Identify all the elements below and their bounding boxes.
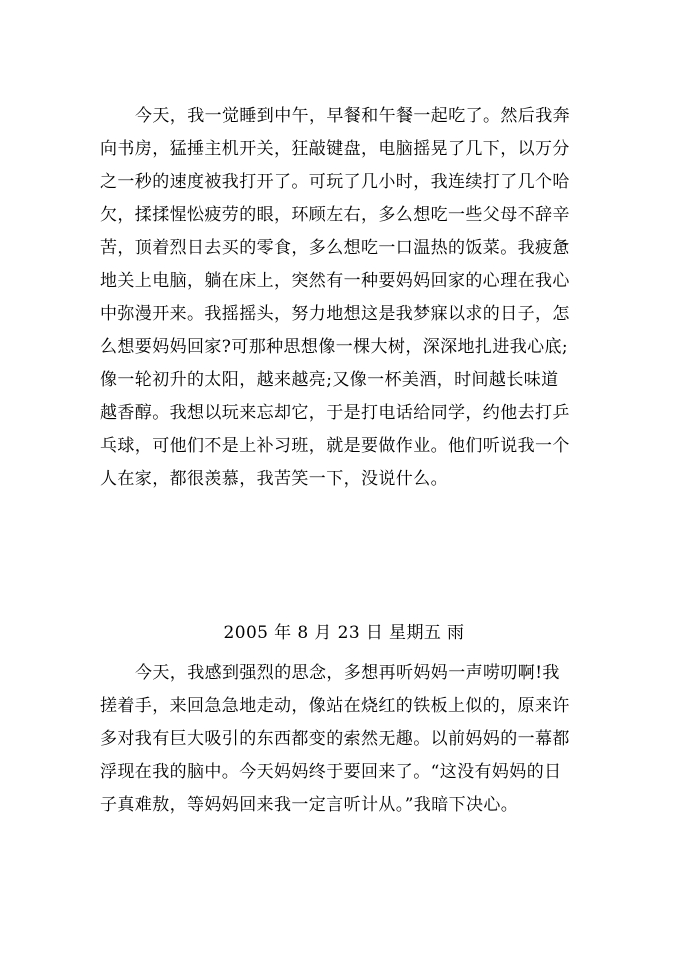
text-line: 浮现在我的脑中。今天妈妈终于要回来了。“这没有妈妈的日 <box>100 762 562 782</box>
text-line: 欠，揉揉惺忪疲劳的眼，环顾左右，多么想吃一些父母不辞辛 <box>100 205 570 225</box>
text-line: 今天，我一觉睡到中午，早餐和午餐一起吃了。然后我奔 <box>135 106 570 126</box>
text-line: 搓着手，来回急急地走动，像站在烧红的铁板上似的，原来许 <box>100 696 570 716</box>
text-line: 人在家，都很羡慕，我苦笑一下，没说什么。 <box>100 469 448 489</box>
text-line: 苦，顶着烈日去买的零食，多么想吃一口温热的饭菜。我疲惫 <box>100 238 570 258</box>
text-line: 地关上电脑，躺在床上，突然有一种要妈妈回家的心理在我心 <box>100 271 570 291</box>
text-line: 多对我有巨大吸引的东西都变的索然无趣。以前妈妈的一幕都 <box>100 729 570 749</box>
text-line: 今天，我感到强烈的思念，多想再听妈妈一声唠叨啊!我 <box>135 663 560 683</box>
diary-date-heading: 2005 年 8 月 23 日 星期五 雨 <box>223 623 465 643</box>
text-line: 子真难敖，等妈妈回来我一定言听计从。”我暗下决心。 <box>100 795 519 815</box>
diary-paragraph-2 <box>100 657 600 822</box>
text-line: 么想要妈妈回家?可那种思想像一棵大树，深深地扎进我心底; <box>100 337 569 357</box>
text-line: 像一轮初升的太阳，越来越亮;又像一杯美酒，时间越长味道 <box>100 370 559 390</box>
text-line: 之一秒的速度被我打开了。可玩了几小时，我连续打了几个哈 <box>100 172 570 192</box>
text-line: 乓球，可他们不是上补习班，就是要做作业。他们听说我一个 <box>100 436 570 456</box>
text-line: 中弥漫开来。我摇摇头，努力地想这是我梦寐以求的日子，怎 <box>100 304 570 324</box>
diary-paragraph-1 <box>100 100 600 496</box>
text-line: 越香醇。我想以玩来忘却它，于是打电话给同学，约他去打乒 <box>100 403 570 423</box>
text-line: 向书房，猛捶主机开关，狂敲键盘，电脑摇晃了几下，以万分 <box>100 139 570 159</box>
